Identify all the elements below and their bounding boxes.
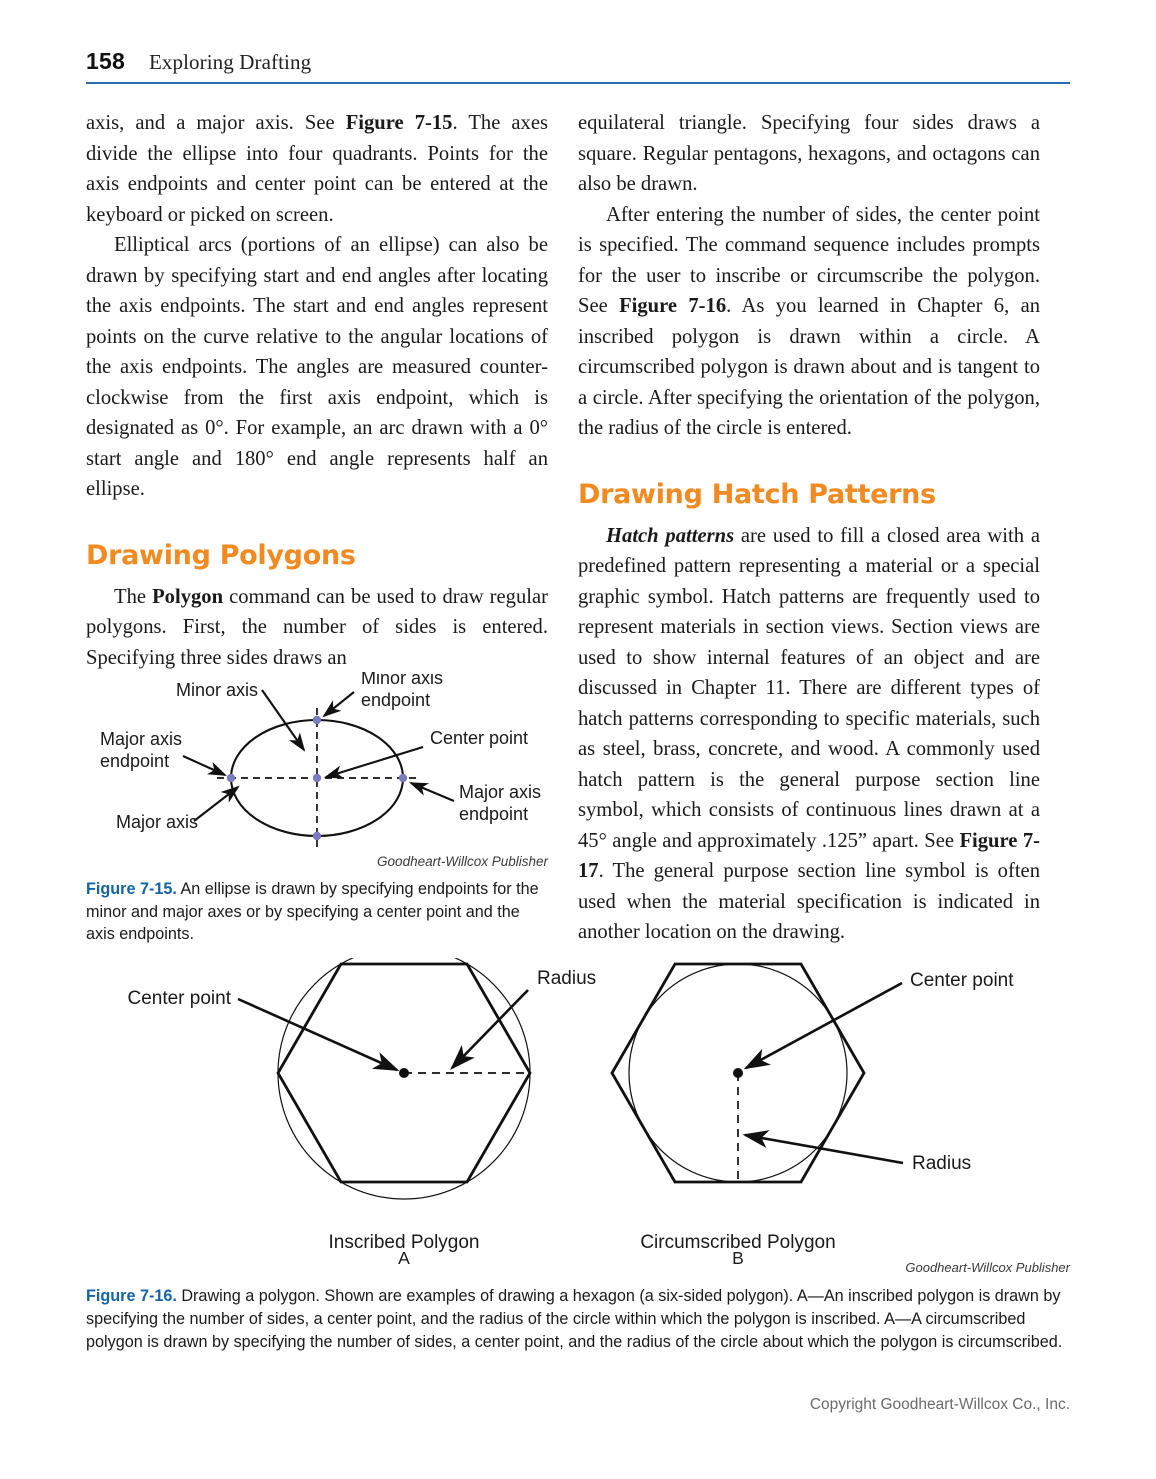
label-center-point-a: Center point	[127, 988, 231, 1009]
figure-7-16-caption-text: Drawing a polygon. Shown are examples of drawing a hexagon (a six-sided polygon). A—An inscribed polygon is drawn by specifying the number of sides, a center point, and the radius of the circle within which the polygon is inscribed. A—A circumscribed polygon is drawn by specifying the number of sides, a center point, and the radius of the circle about which the polygon is circumscribed.	[86, 1287, 1063, 1351]
label-major-axis-endpoint-left-line2: endpoint	[100, 751, 170, 771]
panel-b-circumscribed	[612, 964, 1014, 1182]
figure-7-15-credit: Goodheart-Willcox Publisher	[377, 854, 548, 869]
polygon-diagrams	[86, 958, 1070, 1258]
figure-7-15-caption	[86, 878, 548, 946]
label-major-axis: Major axis	[116, 812, 199, 832]
leader-center-point-a	[238, 999, 397, 1070]
paragraph-3: The Polygon command can be used to draw regular polygons. First, the number of sides is entered. Specifying three sides draws an	[86, 585, 548, 669]
minor-axis-endpoint-bottom-dot	[313, 832, 321, 840]
footer-copyright: Copyright Goodheart-Willcox Co., Inc.	[809, 1396, 1070, 1413]
heading-drawing-polygons: Drawing Polygons	[86, 539, 356, 571]
label-minor-axis: Minor axis	[175, 680, 258, 700]
major-axis-endpoint-right-dot	[399, 774, 407, 782]
leader-minor-axis	[262, 690, 304, 750]
ellipse-diagram	[86, 672, 548, 852]
page-number: 158	[86, 48, 125, 74]
paragraph-5: After entering the number of sides, the center point is specified. The command sequence includes prompts for the user to inscribe or circumscribe the polygon. See Figure 7-16. As you learned in Chapter 6, an inscribed polygon is drawn within a circle. A circumscribed polygon is drawn about and is tangent to a circle. After specifying the orientation of the polygon, the radius of the circle is entered.	[578, 203, 1041, 439]
heading-drawing-hatch-patterns: Drawing Hatch Patterns	[578, 478, 936, 510]
running-head	[86, 48, 1070, 84]
figure-7-16	[86, 958, 1070, 1354]
label-minor-axis-endpoint-line2: endpoint	[361, 690, 431, 710]
circle-a	[278, 958, 530, 1199]
leader-minor-axis-endpoint	[324, 692, 354, 716]
figure-7-16-caption-label: Figure 7-16.	[86, 1287, 177, 1305]
right-column	[578, 108, 1040, 948]
center-dot-b	[733, 1068, 743, 1078]
label-center-point: Center point	[430, 728, 529, 748]
label-major-axis-endpoint-right-line1: Major axis	[459, 782, 542, 802]
label-radius-a: Radius	[537, 968, 597, 989]
center-point-dot	[313, 774, 321, 782]
header-rule	[86, 82, 1070, 84]
figure-7-16-caption	[86, 1285, 1070, 1354]
leader-major-axis	[194, 787, 238, 821]
label-major-axis-endpoint-right-line2: endpoint	[459, 804, 529, 824]
leader-major-axis-endpoint-right	[411, 783, 454, 801]
panel-a-title: Inscribed Polygon	[328, 1232, 480, 1253]
label-center-point-b: Center point	[910, 970, 1014, 991]
paragraph-1: axis, and a major axis. See Figure 7-15. The axes divide the ellipse into four quadrants. Points for the axis endpoints and center point can be entered at the keyboard or picked on screen.	[86, 112, 549, 226]
paragraph-2: Elliptical arcs (portions of an ellipse) can also be drawn by specifying start and end angles after locating the axis endpoints. The start and end angles represent points on the curve relative to the angular locations of the axis endpoints. The angles are measured counter-clockwise from the first axis endpoint, which is designated as 0°. For example, an arc drawn with a 0° start angle and 180° end angle represents half an ellipse.	[86, 234, 548, 500]
leader-center-point	[326, 747, 423, 777]
label-major-axis-endpoint-left-line1: Major axis	[100, 729, 183, 749]
figure-7-15-caption-text: An ellipse is drawn by specifying endpoints for the minor and major axes or by specifying a center point and the axis endpoints.	[86, 880, 539, 943]
book-title: Exploring Drafting	[148, 50, 312, 74]
label-radius-b: Radius	[912, 1153, 972, 1174]
figure-7-15	[86, 672, 548, 946]
figure-7-15-artwork	[86, 672, 548, 852]
panel-a-inscribed	[127, 958, 596, 1199]
panel-b-title: Circumscribed Polygon	[640, 1232, 836, 1253]
figure-7-16-credit: Goodheart-Willcox Publisher	[905, 1260, 1070, 1275]
leader-center-point-b	[746, 983, 902, 1068]
paragraph-4: equilateral triangle. Specifying four sides draws a square. Regular pentagons, hexagons, and octagons can also be drawn.	[578, 112, 1040, 195]
center-dot-a	[399, 1068, 409, 1078]
panel-b-letter: B	[732, 1248, 744, 1268]
figure-7-15-caption-label: Figure 7-15.	[86, 880, 177, 898]
leader-major-axis-endpoint-left	[183, 756, 225, 775]
label-minor-axis-endpoint-line1: Minor axis	[361, 672, 444, 688]
major-axis-endpoint-left-dot	[227, 774, 235, 782]
paragraph-6: Hatch patterns are used to fill a closed area with a predefined pattern representing a material or a special graphic symbol. Hatch patterns are frequently used to represent materials in section views. Section views are used to show internal features of an object and are discussed in Chapter 11. There are different types of hatch patterns corresponding to specific materials, such as steel, brass, concrete, and wood. A commonly used hatch pattern is the general purpose section line symbol, which consists of continuous lines drawn at a 45° angle and approximately .125” apart. See Figure 7-17. The general purpose section line symbol is often used when the material specification is indicated in another location on the drawing.	[578, 524, 1040, 943]
minor-axis-endpoint-top-dot	[313, 716, 321, 724]
panel-a-letter: A	[398, 1248, 410, 1268]
left-column	[86, 108, 548, 673]
